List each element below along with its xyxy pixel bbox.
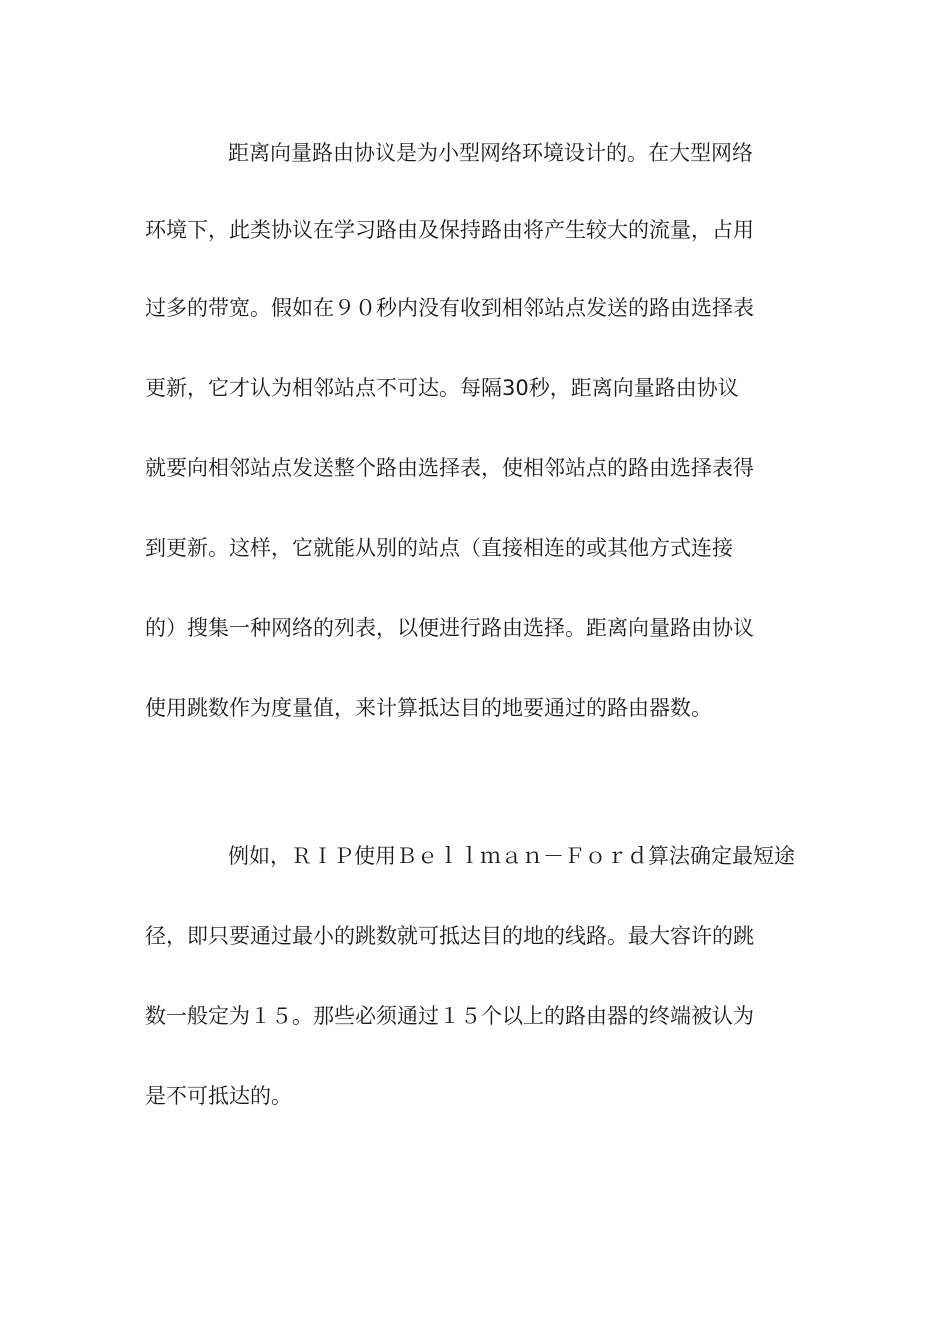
paragraph-1-line-1: 距离向量路由协议是为小型网络环境设计的。在大型网络 [228, 141, 753, 165]
paragraph-1-line-3: 过多的带宽。假如在９０秒内没有收到相邻站点发送的路由选择表 [145, 296, 754, 320]
paragraph-1-line-7: 的）搜集一种网络的列表，以便进行路由选择。距离向量路由协议 [145, 616, 754, 640]
paragraph-2-line-1: 例如，ＲＩＰ使用Ｂｅｌｌｍａｎ－Ｆｏｒｄ算法确定最短途 [228, 844, 795, 868]
paragraph-1-line-2: 环境下，此类协议在学习路由及保持路由将产生较大的流量，占用 [145, 218, 754, 242]
paragraph-2-line-3: 数一般定为１５。那些必须通过１５个以上的路由器的终端被认为 [145, 1004, 754, 1028]
paragraph-2-line-2: 径，即只要通过最小的跳数就可抵达目的地的线路。最大容许的跳 [145, 924, 754, 948]
paragraph-1-line-5: 就要向相邻站点发送整个路由选择表，使相邻站点的路由选择表得 [145, 456, 754, 480]
paragraph-1-line-4: 更新，它才认为相邻站点不可达。每隔30秒，距离向量路由协议 [145, 376, 739, 400]
paragraph-1-line-6: 到更新。这样，它就能从别的站点（直接相连的或其他方式连接 [145, 536, 733, 560]
paragraph-1-line-8: 使用跳数作为度量值，来计算抵达目的地要通过的路由器数。 [145, 696, 712, 720]
paragraph-2-line-4: 是不可抵达的。 [145, 1084, 292, 1108]
